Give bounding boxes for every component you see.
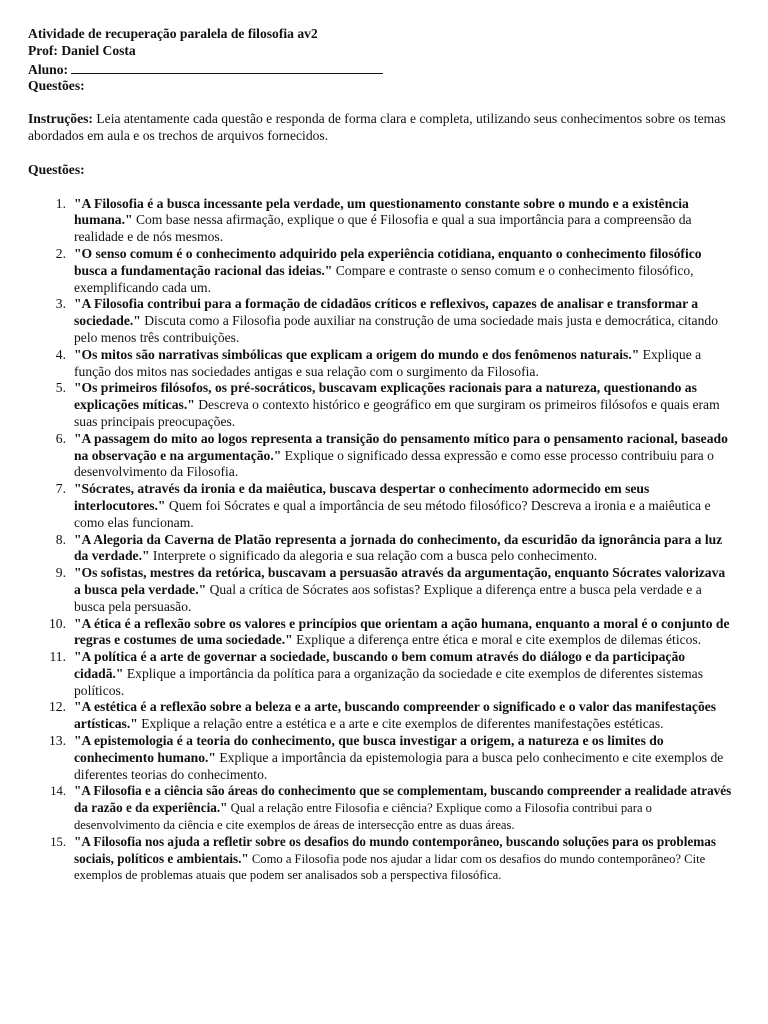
question-quote: "A passagem do mito ao logos representa a transição do pensamento mítico para o pensamento racional, baseado na observação e na argumentação." bbox=[74, 430, 728, 463]
question-item bbox=[28, 733, 732, 783]
questions-list bbox=[28, 196, 732, 885]
question-text: Como a Filosofia pode nos ajudar a lidar com os desafios do mundo contemporâneo? Cite exemplos de problemas atuais que podem ser analisados sob a perspectiva filosófica. bbox=[74, 851, 706, 883]
document-title: Atividade de recuperação paralela de filosofia av2 bbox=[28, 26, 318, 41]
question-text: Compare e contraste o senso comum e o conhecimento filosófico, exemplificando cada um. bbox=[74, 262, 694, 295]
question-number: 11. bbox=[49, 649, 66, 665]
question-number: 6. bbox=[55, 430, 66, 446]
question-number: 2. bbox=[55, 245, 66, 261]
question-quote: "Os primeiros filósofos, os pré-socráticos, buscavam explicações racionais para a natureza, questionando as explicações míticas." bbox=[74, 380, 697, 413]
question-quote: "Os mitos são narrativas simbólicas que explicam a origem do mundo e dos fenômenos naturais." bbox=[74, 346, 640, 362]
question-item bbox=[28, 196, 732, 246]
question-text: Quem foi Sócrates e qual a importância de seu método filosófico? Descreva a ironia e a maiêutica e como elas funcionam. bbox=[74, 497, 711, 530]
question-text: Explique a importância da política para a organização da sociedade e cite exemplos de diferentes sistemas políticos. bbox=[74, 665, 703, 698]
question-item bbox=[28, 783, 732, 833]
question-item bbox=[28, 834, 732, 884]
question-text: Interprete o significado da alegoria e sua relação com a busca pelo conhecimento. bbox=[149, 548, 598, 564]
question-quote: "A ética é a reflexão sobre os valores e princípios que orientam a ação humana, enquanto a moral é o conjunto de regras e costumes de uma sociedade." bbox=[74, 615, 730, 648]
question-text: Explique a diferença entre ética e moral e cite exemplos de dilemas éticos. bbox=[292, 632, 702, 648]
aluno-blank-underline bbox=[71, 60, 383, 74]
question-number: 1. bbox=[55, 195, 66, 211]
instructions-label: Instruções: bbox=[28, 111, 93, 127]
question-item bbox=[28, 532, 732, 566]
question-number: 8. bbox=[55, 531, 66, 547]
question-item bbox=[28, 649, 732, 699]
question-text: Com base nessa afirmação, explique o que é Filosofia e qual a sua importância para a compreensão da realidade e de nós mesmos. bbox=[74, 212, 692, 245]
question-number: 9. bbox=[55, 565, 66, 581]
questions-heading: Questões: bbox=[28, 161, 85, 177]
question-text: Descreva o contexto histórico e geográfico em que surgiram os primeiros filósofos e quais eram suas principais preocupações. bbox=[74, 397, 720, 429]
question-item bbox=[28, 616, 732, 650]
question-quote: "A Filosofia é a busca incessante pela verdade, um questionamento constante sobre o mundo e a existência humana." bbox=[74, 195, 689, 228]
question-item bbox=[28, 431, 732, 481]
question-quote: "Sócrates, através da ironia e da maiêutica, buscava despertar o conhecimento adormecido em seus interlocutores." bbox=[74, 481, 650, 513]
question-number: 12. bbox=[49, 699, 66, 715]
question-text: Explique a relação entre a estética e a arte e cite exemplos de diferentes manifestações estéticas. bbox=[137, 716, 664, 732]
question-number: 14. bbox=[50, 784, 66, 799]
question-number: 15. bbox=[50, 834, 66, 849]
question-quote: "O senso comum é o conhecimento adquirido pela experiência cotidiana, enquanto o conhecimento filosófico busca a fundamentação racional das ideias." bbox=[74, 245, 702, 278]
question-text: Explique a função dos mitos nas sociedades antigas e sua relação com o surgimento da Filosofia. bbox=[74, 346, 702, 379]
question-quote: "A política é a arte de governar a sociedade, buscando o bem comum através do diálogo e da participação cidadã." bbox=[74, 649, 686, 681]
question-text: Discuta como a Filosofia pode auxiliar na construção de uma sociedade mais justa e democrática, citando pelo menos três contribuições. bbox=[74, 313, 718, 345]
question-text: Qual a relação entre Filosofia e ciência? Explique como a Filosofia contribui para o desenvolvimento da ciência e cite exemplos de áreas de intersecção entre as duas áreas. bbox=[74, 801, 652, 833]
question-item bbox=[28, 699, 732, 733]
questoes-header-label: Questões: bbox=[28, 78, 85, 94]
question-quote: "A Filosofia e a ciência são áreas do conhecimento que se complementam, buscando compreender a realidade através da razão e da experiência." bbox=[74, 783, 732, 816]
question-number: 5. bbox=[55, 380, 66, 396]
question-number: 10. bbox=[49, 615, 66, 631]
aluno-line bbox=[28, 60, 732, 79]
aluno-label: Aluno: bbox=[28, 61, 69, 77]
question-quote: "A Filosofia nos ajuda a refletir sobre os desafios do mundo contemporâneo, buscando soluções para os problemas sociais, políticos e ambientais." bbox=[74, 833, 716, 866]
question-item bbox=[28, 380, 732, 430]
question-number: 7. bbox=[55, 481, 66, 497]
question-number: 13. bbox=[49, 733, 66, 749]
question-number: 3. bbox=[55, 296, 66, 312]
question-item bbox=[28, 296, 732, 346]
instructions-text: Leia atentamente cada questão e responda de forma clara e completa, utilizando seus conhecimentos sobre os temas abordados em aula e os trechos de arquivos fornecidos. bbox=[28, 111, 726, 143]
question-text: Qual a crítica de Sócrates aos sofistas? Explique a diferença entre a busca pela verdade e a busca pela persuasão. bbox=[74, 581, 702, 614]
question-quote: "A estética é a reflexão sobre a beleza e a arte, buscando compreender o significado e o valor das manifestações artísticas." bbox=[74, 699, 717, 732]
question-item bbox=[28, 565, 732, 615]
question-text: Explique a importância da epistemologia para a busca pelo conhecimento e cite exemplos de diferentes teorias do conhecimento. bbox=[74, 749, 724, 782]
instructions-paragraph bbox=[28, 111, 732, 145]
question-text: Explique o significado dessa expressão e como esse processo contribuiu para o desenvolvimento da Filosofia. bbox=[74, 447, 714, 480]
question-item bbox=[28, 481, 732, 531]
question-quote: "A Alegoria da Caverna de Platão representa a jornada do conhecimento, da escuridão da ignorância para a luz da verdade." bbox=[74, 531, 723, 564]
question-quote: "A Filosofia contribui para a formação de cidadãos críticos e reflexivos, capazes de analisar e transformar a sociedade." bbox=[74, 296, 699, 329]
professor-line: Prof: Daniel Costa bbox=[28, 42, 136, 58]
question-number: 4. bbox=[55, 346, 66, 362]
question-quote: "A epistemologia é a teoria do conhecimento, que busca investigar a origem, a natureza e os limites do conhecimento humano." bbox=[74, 733, 664, 765]
question-quote: "Os sofistas, mestres da retórica, buscavam a persuasão através da argumentação, enquanto Sócrates valorizava a busca pela verdade." bbox=[74, 565, 726, 597]
question-item bbox=[28, 246, 732, 296]
question-item bbox=[28, 347, 732, 381]
